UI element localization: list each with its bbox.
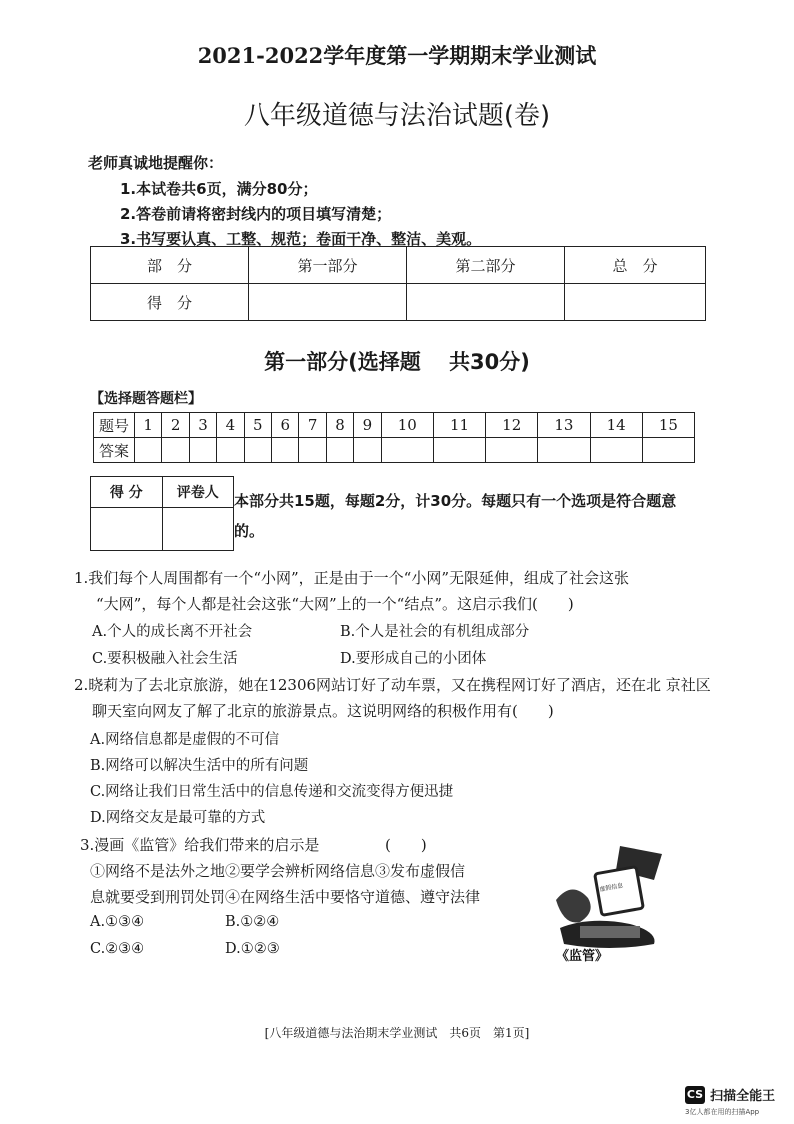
page-footer: [八年级道德与法治期末学业测试 共6页 第1页] [264,1026,530,1040]
question-number: 5 [244,413,271,438]
cartoon-caption: 《监管》 [556,949,609,964]
answer-cell [433,438,485,463]
q3-option-c: C.②③④ [90,941,145,957]
reminder-item: 3.书写要认真、工整、规范；卷面干净、整洁、美观。 [120,230,482,248]
score-table [90,246,706,321]
part1-instructions: 本部分共15题，每题2分，计30分。每题只有一个选项是符合题意的。 [234,492,677,540]
answer-cell [162,438,189,463]
answer-cell [135,438,162,463]
q1-option-a: A.个人的成长离不开社会 [92,624,253,640]
answer-cell [642,438,694,463]
question-number: 4 [217,413,244,438]
answer-cell [590,438,642,463]
score-header-total: 总 分 [565,247,706,284]
answer-cell [354,438,381,463]
answer-cell [486,438,538,463]
answer-cell [299,438,326,463]
score-header-part: 部 分 [91,247,249,284]
q2-option-d: D.网络交友是最可靠的方式 [90,810,266,826]
answer-cell [244,438,271,463]
reminder-heading: 老师真诚地提醒你： [88,154,224,172]
question-number: 1 [135,413,162,438]
reminder-item: 2.答卷前请将密封线内的项目填写清楚； [120,205,392,223]
score-header-part1: 第一部分 [249,247,407,284]
reminder-item: 1.本试卷共6页，满分80分； [120,180,318,198]
part1-title: 第一部分(选择题 共30分) [264,350,530,374]
scanner-brand-name: 扫描全能王 [710,1089,776,1104]
q3-stem: 3.漫画《监管》给我们带来的启示是 [80,836,320,854]
scanner-watermark [685,1084,775,1117]
q2-option-a: A.网络信息都是虚假的不可信 [90,732,280,748]
question-number: 9 [354,413,381,438]
question-number: 14 [590,413,642,438]
answer-cell [538,438,590,463]
q1-stem-line2: “大网”，每个人都是社会这张“大网”上的一个“结点”。这启示我们( ) [96,595,574,613]
q2-stem-line2: 聊天室向网友了解了北京的旅游景点。这说明网络的积极作用有( ) [92,702,554,720]
grader-score-label: 得 分 [91,477,163,508]
q3-answer-paren: ( ) [385,836,427,854]
question-number: 15 [642,413,694,438]
grader-box [90,476,234,551]
q3-statements-line1: ①网络不是法外之地②要学会辨析网络信息③发布虚假信 [90,862,466,880]
answer-cell [381,438,433,463]
answer-cell [189,438,216,463]
answer-cell [217,438,244,463]
q3-option-b: B.①②④ [225,914,280,930]
answer-grid [93,412,695,463]
question-number: 10 [381,413,433,438]
q1-option-b: B.个人是社会的有机组成部分 [340,624,530,640]
answer-grid-q-label: 题号 [94,413,135,438]
grader-score-cell [91,508,163,551]
question-number: 3 [189,413,216,438]
scanner-logo-icon: CS [685,1086,705,1104]
question-number: 13 [538,413,590,438]
paper-title: 八年级道德与法治试题(卷) [243,101,551,131]
q3-option-a: A.①③④ [90,914,145,930]
score-cell-total [565,284,706,321]
question-number: 12 [486,413,538,438]
scanner-tagline: 3亿人都在用的扫描App [685,1108,760,1116]
answer-cell [326,438,353,463]
question-number: 2 [162,413,189,438]
score-cell-part2 [407,284,565,321]
q2-option-b: B.网络可以解决生活中的所有问题 [90,758,309,774]
answer-cell [272,438,299,463]
q1-option-d: D.要形成自己的小团体 [340,651,487,667]
answer-box-label: 【选择题答题栏】 [90,391,202,407]
q3-statements-line2: 息就要受到刑罚处罚④在网络生活中要恪守道德、遵守法律 [90,888,481,906]
question-number: 7 [299,413,326,438]
q1-stem-line1: 1.我们每个人周围都有一个“小网”，正是由于一个“小网”无限延伸，组成了社会这张 [74,569,629,587]
exam-title: 2021-2022学年度第一学期期末学业测试 [197,43,597,68]
q2-stem-line1: 2.晓莉为了去北京旅游，她在12306网站订好了动车票，又在携程网订好了酒店，还在北 京社区 [74,676,711,694]
grader-name-label: 评卷人 [162,477,234,508]
q2-option-c: C.网络让我们日常生活中的信息传递和交流变得方便迅捷 [90,784,454,800]
answer-grid-a-label: 答案 [94,438,135,463]
score-cell-part1 [249,284,407,321]
cartoon-illustration [550,840,668,964]
score-row-label: 得 分 [91,284,249,321]
question-number: 8 [326,413,353,438]
question-number: 6 [272,413,299,438]
cartoon-sign-text: 虚假信息 [598,882,624,894]
q1-option-c: C.要积极融入社会生活 [92,651,238,667]
question-number: 11 [433,413,485,438]
q3-option-d: D.①②③ [225,941,280,957]
score-header-part2: 第二部分 [407,247,565,284]
grader-name-cell [162,508,234,551]
